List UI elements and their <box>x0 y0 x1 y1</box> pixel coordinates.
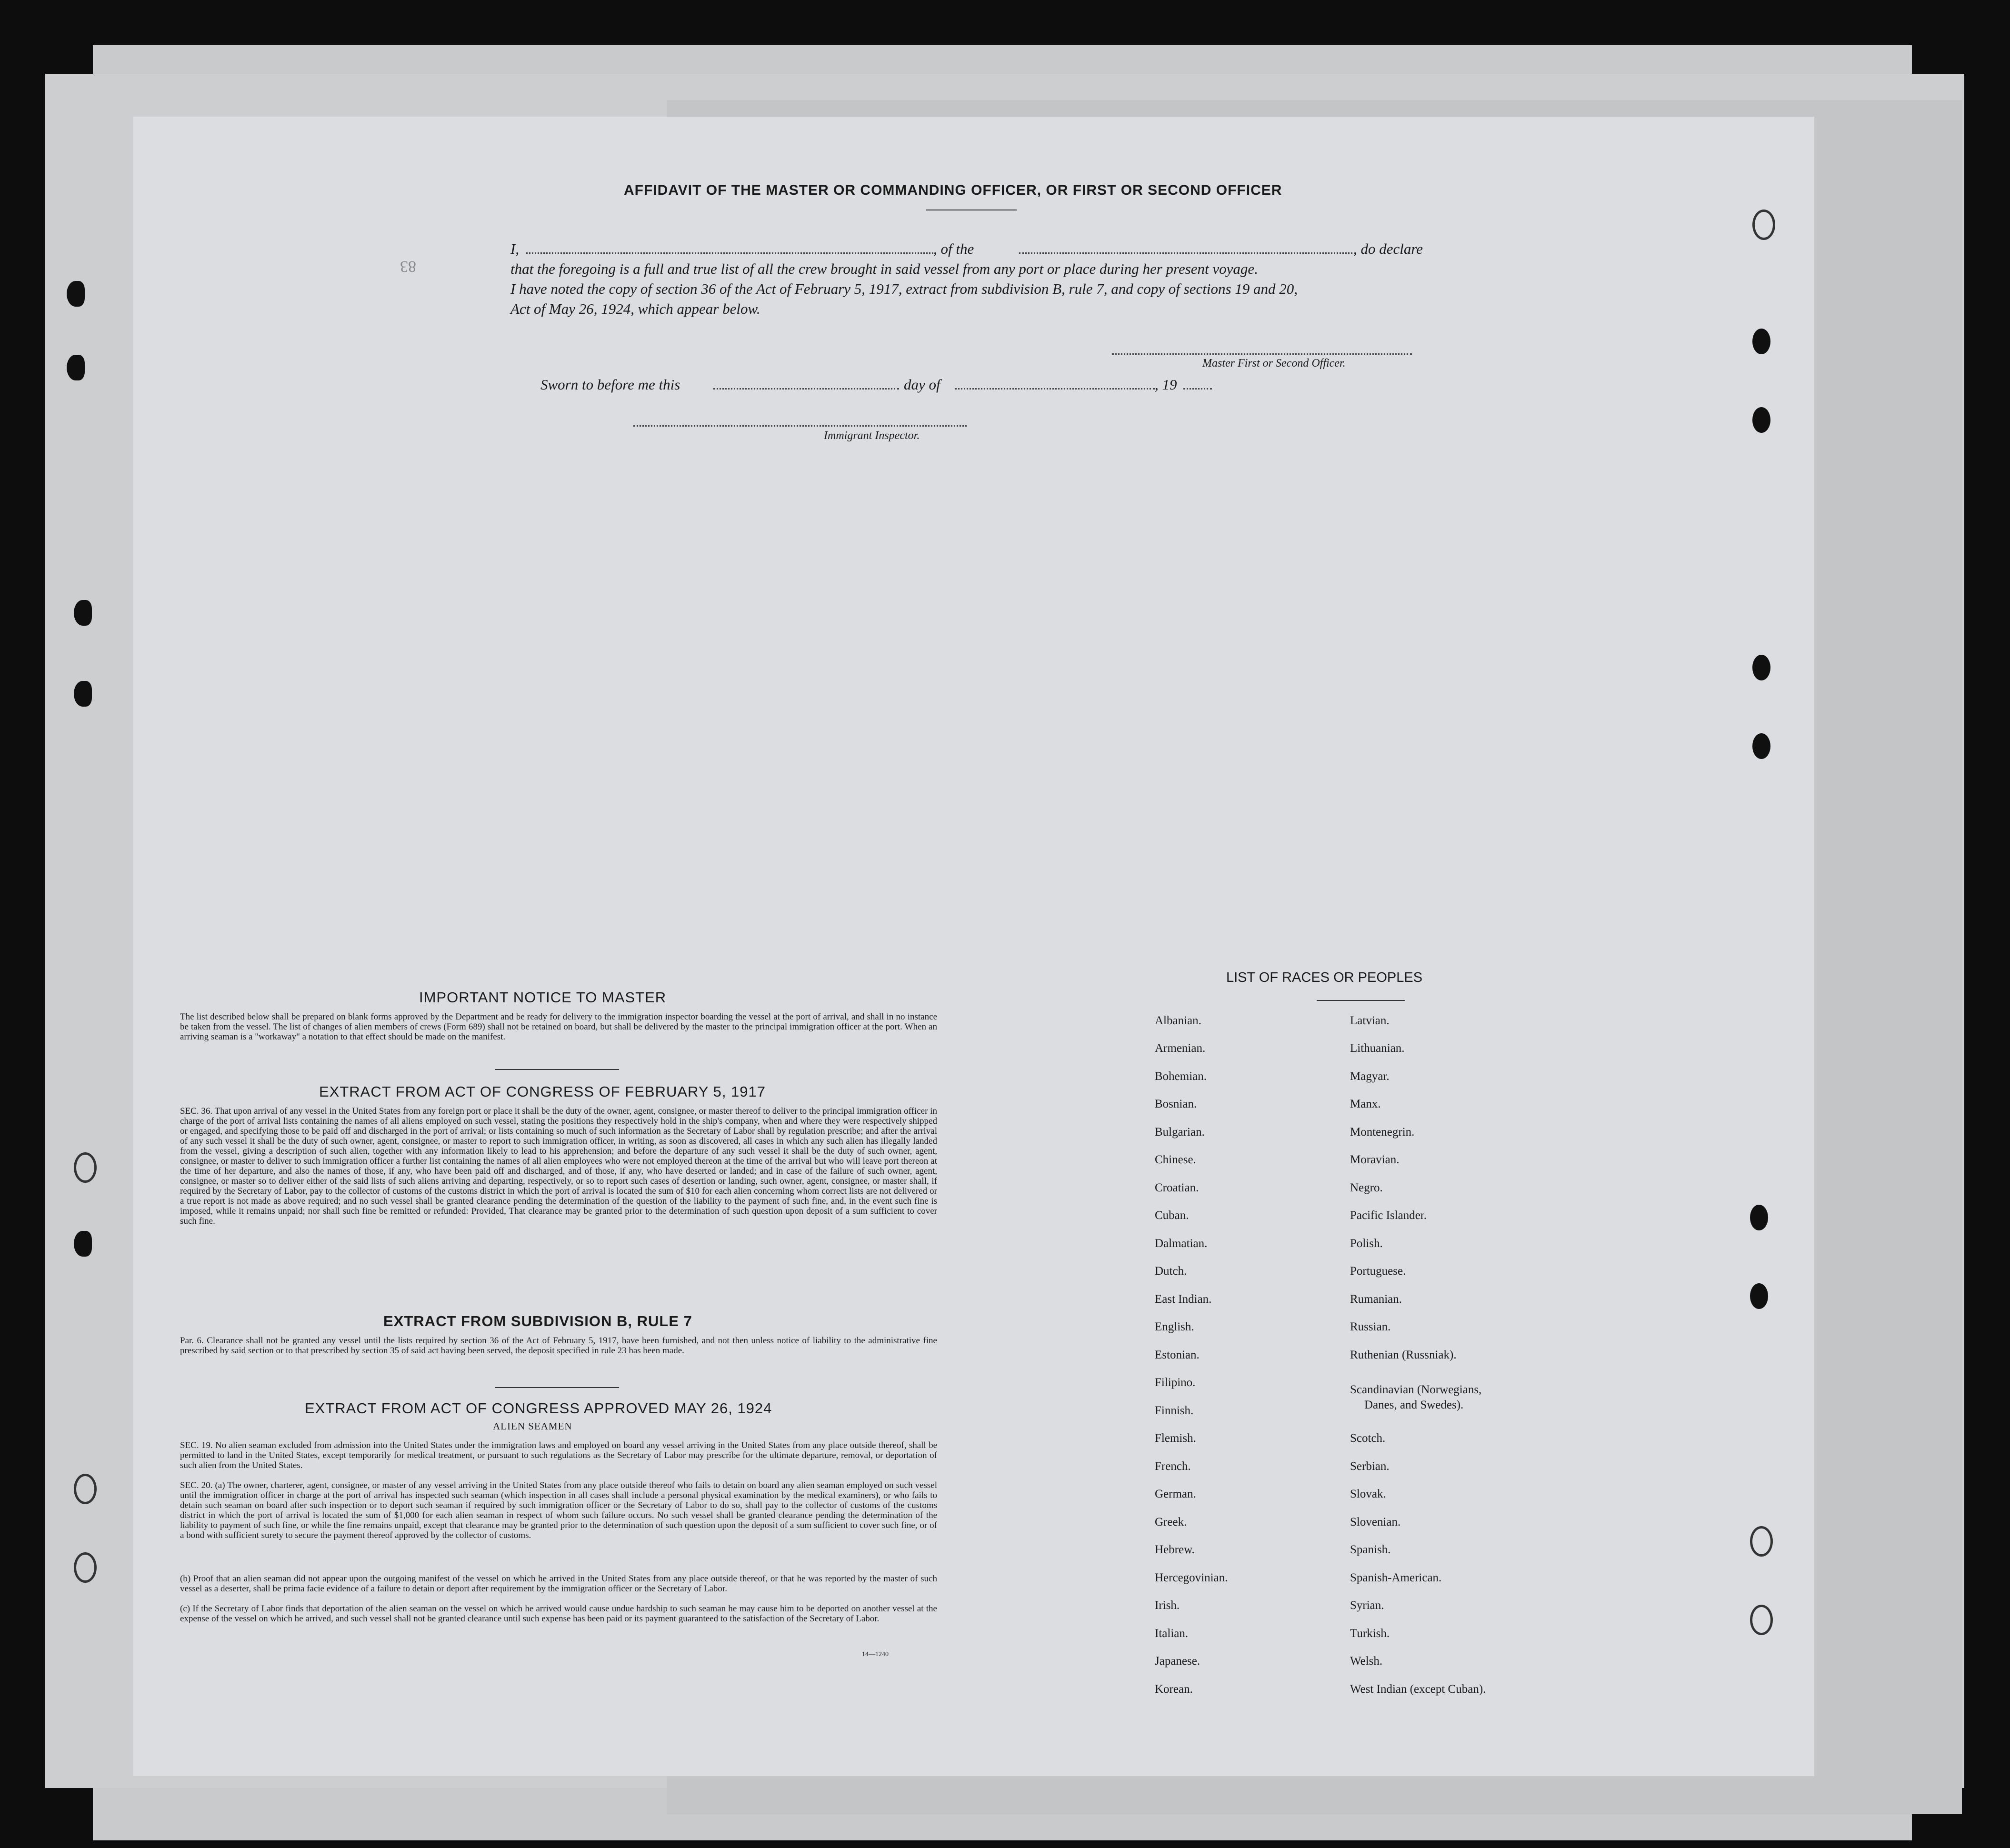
race-item: Japanese. <box>1155 1655 1200 1668</box>
inspector-signature-line[interactable] <box>633 425 967 427</box>
punch-hole <box>1750 1605 1773 1635</box>
punch-hole <box>1752 210 1775 240</box>
divider <box>495 1069 619 1070</box>
race-item: Bohemian. <box>1155 1070 1207 1083</box>
race-item: Hebrew. <box>1155 1543 1195 1556</box>
race-item: Manx. <box>1350 1098 1381 1110</box>
signature-line[interactable] <box>1112 353 1412 355</box>
affidavit-title: AFFIDAVIT OF THE MASTER OR COMMANDING OFFICER, OR FIRST OR SECOND OFFICER <box>624 182 1282 198</box>
race-item: Croatian. <box>1155 1181 1199 1194</box>
race-item: Scotch. <box>1350 1432 1386 1445</box>
race-item: Scandinavian (Norwegians, <box>1350 1383 1482 1396</box>
race-item: Italian. <box>1155 1627 1189 1640</box>
punch-hole <box>74 1231 92 1257</box>
race-item: Turkish. <box>1350 1627 1390 1640</box>
race-item: Filipino. <box>1155 1376 1196 1389</box>
sec20c-text: (c) If the Secretary of Labor finds that deportation of the alien seaman on the vessel on which he arrived would cause undue hardship to such seaman he may cause him to be deported on another vessel at the expense of the vessel on which he arrived, and such vessel shall not be granted clearance until such expense has been paid or its payment guaranteed to the satisfaction of the Secretary of Labor. <box>180 1604 937 1624</box>
race-item: Rumanian. <box>1350 1293 1402 1306</box>
race-item: Ruthenian (Russniak). <box>1350 1349 1457 1361</box>
do-declare-label: , do declare <box>1353 240 1423 257</box>
race-item: Negro. <box>1350 1181 1383 1194</box>
punch-hole <box>1752 407 1770 433</box>
punch-hole <box>1750 1526 1773 1557</box>
punch-hole <box>1752 329 1770 354</box>
race-item: Flemish. <box>1155 1432 1196 1445</box>
punch-hole <box>74 681 92 707</box>
race-item: Finnish. <box>1155 1404 1194 1417</box>
day-of-label: day of <box>904 376 940 393</box>
rule7-text: Par. 6. Clearance shall not be granted any vessel until the lists required by section 36 of the Act of February 5, 1917, have been furnished, and not then unless notice of liability to the administrative fine prescribed by said section or to that prescribed by section 35 of said act having been served, the deposit specified in rule 23 has been made. <box>180 1336 937 1356</box>
race-item: Dutch. <box>1155 1265 1187 1278</box>
race-item: Bosnian. <box>1155 1098 1197 1110</box>
race-item: Bulgarian. <box>1155 1126 1205 1139</box>
notice-text: The list described below shall be prepared on blank forms approved by the Department and be ready for delivery to the immigration inspector boarding the vessel at the port of arrival, and shall in no instance be taken from the vessel. The list of changes of alien members of crews (Form 689) shall not be retained on board, but shall be delivered by the master to the principal immigration officer at the port. When an arriving seaman is a "workaway" a notation to that effect should be made on the manifest. <box>180 1012 937 1042</box>
race-item: Magyar. <box>1350 1070 1390 1083</box>
punch-hole <box>74 1552 97 1583</box>
sec19-text: SEC. 19. No alien seaman excluded from admission into the United States under the immigration laws and employed on board any vessel arriving in the United States from any place outside thereof, shall be permitted to land in the United States, except temporarily for medical treatment, or pursuant to such regulations as the Secretary of Labor may prescribe for the ultimate departure, removal, or deportation of such alien from the United States. <box>180 1440 937 1470</box>
inspector-caption: Immigrant Inspector. <box>824 430 920 442</box>
race-item: Estonian. <box>1155 1349 1200 1361</box>
i-label: I, <box>510 240 520 257</box>
race-item: Serbian. <box>1350 1460 1390 1473</box>
race-item: Armenian. <box>1155 1042 1206 1055</box>
race-item: English. <box>1155 1320 1194 1333</box>
extract-1917-title: EXTRACT FROM ACT OF CONGRESS OF FEBRUARY 5, 1917 <box>319 1083 766 1100</box>
race-item: German. <box>1155 1488 1196 1500</box>
punch-hole <box>1752 655 1770 680</box>
race-item: Cuban. <box>1155 1209 1189 1222</box>
race-item: East Indian. <box>1155 1293 1212 1306</box>
race-item: Montenegrin. <box>1350 1126 1415 1139</box>
race-item: Russian. <box>1350 1320 1391 1333</box>
race-item: Portuguese. <box>1350 1265 1406 1278</box>
punch-hole <box>74 600 92 626</box>
race-item: Slovenian. <box>1350 1516 1401 1528</box>
form-number: 14—1240 <box>862 1651 889 1658</box>
race-item: Slovak. <box>1350 1488 1386 1500</box>
race-item: Spanish-American. <box>1350 1571 1442 1584</box>
race-item: Syrian. <box>1350 1599 1384 1612</box>
race-item: French. <box>1155 1460 1191 1473</box>
race-item: Chinese. <box>1155 1153 1196 1166</box>
race-item: Danes, and Swedes). <box>1364 1398 1464 1411</box>
race-item: Polish. <box>1350 1237 1383 1250</box>
race-item: Dalmatian. <box>1155 1237 1208 1250</box>
race-item: Latvian. <box>1350 1014 1390 1027</box>
vessel-field-line[interactable] <box>1019 252 1352 254</box>
affidavit-line2: I have noted the copy of section 36 of the Act of February 5, 1917, extract from subdivision B, rule 7, and copy of sections 19 and 20, <box>510 280 1298 297</box>
races-title: LIST OF RACES OR PEOPLES <box>1226 970 1423 985</box>
document-page <box>133 117 1814 1776</box>
punch-hole <box>74 1474 97 1504</box>
race-item: Moravian. <box>1350 1153 1400 1166</box>
punch-hole <box>1752 733 1770 759</box>
extract-1924-title: EXTRACT FROM ACT OF CONGRESS APPROVED MAY 26, 1924 <box>305 1400 772 1417</box>
divider <box>495 1387 619 1388</box>
sworn-label: Sworn to before me this <box>540 376 680 393</box>
race-item: West Indian (except Cuban). <box>1350 1683 1486 1696</box>
race-item: Irish. <box>1155 1599 1180 1612</box>
affidavit-line1: that the foregoing is a full and true list of all the crew brought in said vessel from any port or place during her present voyage. <box>510 260 1258 277</box>
punch-hole <box>1750 1205 1768 1230</box>
of-the-label: , of the <box>933 240 974 257</box>
alien-seamen-subtitle: ALIEN SEAMEN <box>493 1420 572 1432</box>
divider <box>1317 1000 1405 1001</box>
race-item: Korean. <box>1155 1683 1193 1696</box>
punch-hole <box>74 1152 97 1183</box>
month-field-line[interactable] <box>955 388 1155 390</box>
affidavit-line3: Act of May 26, 1924, which appear below. <box>510 300 760 317</box>
race-item: Welsh. <box>1350 1655 1383 1668</box>
race-item: Greek. <box>1155 1516 1187 1528</box>
sec20b-text: (b) Proof that an alien seaman did not appear upon the outgoing manifest of the vessel on which he arrived in the United States from any place outside thereof, or that he was reported by the master of such vessel as a deserter, shall be prima facie evidence of a failure to detain or deport after requirement by the immigration officer or the Secretary of Labor. <box>180 1574 937 1594</box>
race-item: Pacific Islander. <box>1350 1209 1427 1222</box>
day-field-line[interactable] <box>713 388 899 390</box>
race-item: Albanian. <box>1155 1014 1201 1027</box>
extract-1917-text: SEC. 36. That upon arrival of any vessel in the United States from any foreign port or place it shall be the duty of the owner, agent, consignee, or master thereof to deliver to the principal immigration officer in charge of the port of arrival lists containing the names of all aliens employed on such vessel, stating the positions they respectively hold in the ship's company, when and where they were respectively shipped or engaged, and specifying those to be paid off and discharged in the port of arrival; or lists containing so much of such information as the Secretary of Labor shall by regulation prescribe; and after the arrival of any such vessel it shall be the duty of such owner, agent, consignee, or master to report to such immigration officer, in writing, as soon as discovered, all cases in which any such alien has illegally landed from the vessel, giving a description of such alien, together with any information likely to lead to his apprehension; and before the departure of any such vessel it shall be the duty of such owner, agent, consignee, or master to deliver to such immigration officer a further list containing the names of all alien employees who were not employed thereon at the time of the arrival but who will leave port thereon at the time of her departure, and also the names of those, if any, who have been paid off and discharged, and of those, if any, who have deserted or landed; and in case of the failure of such owner, agent, consignee, or master so to deliver either of the said lists of such aliens arriving and departing, respectively, or so to report such cases of desertion or landing, such owner, agent, consignee, or master shall, if required by the Secretary of Labor, pay to the collector of customs of the customs district in which the port of arrival is located the sum of $10 for each alien concerning whom correct lists are not delivered or a true report is not made as above required; and no such vessel shall be granted clearance pending the determination of the question of the liability to the payment of such fine, and, in the event such fine is imposed, while it remains unpaid; nor shall such fine be remitted or refunded: Provided, That clearance may be granted prior to the determination of such question upon deposit of a sum sufficient to cover such fine. <box>180 1106 937 1226</box>
rule7-title: EXTRACT FROM SUBDIVISION B, RULE 7 <box>383 1313 692 1329</box>
punch-hole <box>1750 1283 1768 1309</box>
margin-mark: 83 <box>400 258 416 275</box>
punch-hole <box>67 355 85 380</box>
notice-title: IMPORTANT NOTICE TO MASTER <box>419 989 667 1006</box>
sec20a-text: SEC. 20. (a) The owner, charterer, agent, consignee, or master of any vessel arriving in the United States from any place outside thereof who fails to detain on board any alien seaman employed on such vessel until the immigration officer in charge at the port of arrival has inspected such seaman (which inspection in all cases shall include a personal physical examination by the medical examiners), or who fails to detain such seaman on board after such inspection or to deport such seaman if required by such immigration officer or the Secretary of Labor to do so, shall pay to the collector of customs of the customs district in which the port of arrival is located the sum of $1,000 for each alien seaman in respect of whom such failure occurs. No such vessel shall be granted clearance pending the determination of the liability to payment of such fine, or while the fine remains unpaid, except that clearance may be granted prior to the determination of such question upon the deposit of a sum sufficient to cover such fine, or of a bond with sufficient surety to secure the payment thereof approved by the collector of customs. <box>180 1480 937 1540</box>
race-item: Spanish. <box>1350 1543 1391 1556</box>
year-field-line[interactable] <box>1183 388 1212 390</box>
punch-hole <box>67 281 85 307</box>
year-label: , 19 <box>1155 376 1177 393</box>
name-field-line[interactable] <box>526 252 933 254</box>
race-item: Hercegovinian. <box>1155 1571 1228 1584</box>
signature-caption: Master First or Second Officer. <box>1202 357 1346 370</box>
race-item: Lithuanian. <box>1350 1042 1405 1055</box>
